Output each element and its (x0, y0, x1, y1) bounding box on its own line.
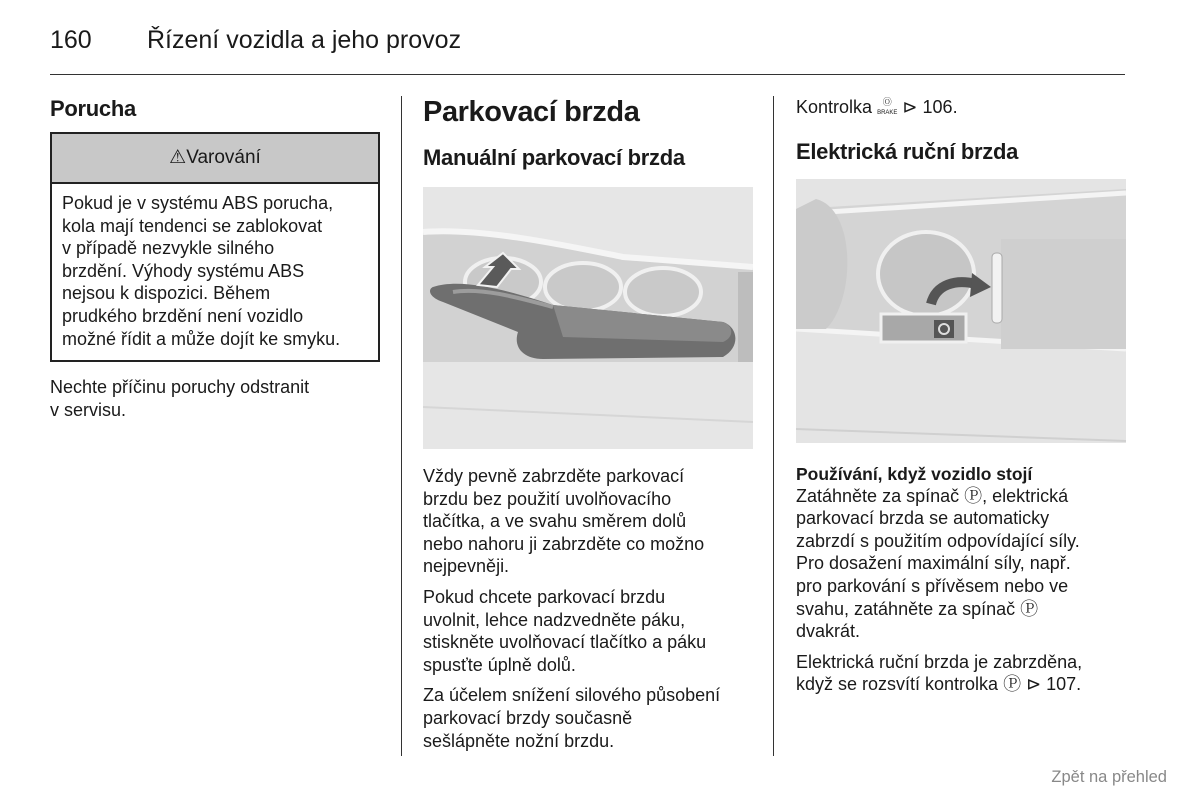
text-line: nejpevněji. (423, 556, 510, 577)
text-line: pro parkování s přívěsem nebo ve (796, 575, 1069, 596)
text-line: v případě nezvykle silného (62, 238, 275, 259)
paragraph (423, 586, 753, 676)
electric-brake-illustration (796, 179, 1126, 443)
column-malfunction (50, 96, 380, 421)
manual-brake-illustration (423, 187, 753, 449)
column-divider (401, 96, 402, 756)
chapter-title: Řízení vozidla a jeho provoz (147, 26, 462, 54)
text-line: dvakrát. (796, 621, 861, 642)
paragraph (796, 485, 1126, 643)
text-line: Pro dosažení maximální síly, např. (796, 553, 1071, 574)
text-line: nebo nahoru ji zabrzděte co možno (423, 533, 705, 554)
text-line: sešlápněte nožní brzdu. (423, 730, 615, 751)
text-line: parkovací brzda se automaticky (796, 508, 1050, 529)
text-line: možné řídit a může dojít ke smyku. (62, 328, 341, 349)
section-title: Porucha (50, 96, 136, 121)
brake-indicator-icon: Ⓞ BRAKE (877, 97, 898, 117)
text-line: brzdu bez použití uvolňovacího (423, 488, 672, 509)
warning-header (52, 134, 378, 184)
handbrake-drawing (423, 187, 753, 449)
paragraph (423, 684, 753, 752)
paragraph (423, 465, 753, 578)
text-line: zabrzdí s použitím odpovídající síly. (796, 530, 1080, 551)
text-line: v servisu. (50, 399, 127, 420)
text-line: svahu, zatáhněte za spínač Ⓟ (796, 598, 1039, 619)
text-line: parkovací brzdy současně (423, 707, 633, 728)
column-parking-brake (423, 96, 753, 752)
usage-heading: Používání, když vozidlo stojí (796, 463, 1033, 484)
text-line: uvolnit, lehce nadzvedněte páku, (423, 609, 686, 630)
page-ref-arrow-icon: ⊳ (902, 97, 918, 117)
column-divider (773, 96, 774, 756)
electric-brake-drawing (796, 179, 1126, 443)
sub-heading: Elektrická ruční brzda (796, 138, 1019, 164)
text-line: Zatáhněte za spínač Ⓟ, elektrická (796, 485, 1069, 506)
text-line: Pokud je v systému ABS porucha, (62, 193, 334, 213)
column-electric-brake (796, 96, 1126, 696)
text-line: prudkého brzdění není vozidlo (62, 305, 304, 326)
text-line: Elektrická ruční brzda je zabrzděna, (796, 651, 1083, 672)
text-line: tlačítka, a ve svahu směrem dolů (423, 511, 687, 532)
paragraph (796, 651, 1126, 696)
warning-triangle-icon: ⚠ (169, 147, 187, 168)
text-line: když se rozsvítí kontrolka Ⓟ ⊳ 107. (796, 674, 1082, 695)
indicator-label: Kontrolka (796, 97, 873, 117)
main-heading: Parkovací brzda (423, 96, 640, 128)
page-header (50, 22, 1125, 75)
text-line: Pokud chcete parkovací brzdu (423, 586, 666, 607)
page-number: 160 (50, 26, 92, 54)
page-ref-link[interactable]: 106. (922, 97, 958, 117)
text-line: Za účelem snížení silového působení (423, 685, 721, 706)
warning-title: Varování (186, 147, 261, 168)
sub-heading: Manuální parkovací brzda (423, 145, 685, 170)
text-line: stiskněte uvolňovací tlačítko a páku (423, 632, 707, 653)
text-line: brzdění. Výhody systému ABS (62, 260, 305, 281)
warning-box (50, 132, 380, 362)
text-line: spusťte úplně dolů. (423, 654, 576, 675)
text-line: nejsou k dispozici. Během (62, 283, 271, 304)
text-line: Vždy pevně zabrzděte parkovací (423, 466, 685, 486)
paragraph (50, 376, 380, 421)
text-line: Nechte příčinu poruchy odstranit (50, 377, 310, 398)
indicator-reference (796, 96, 1126, 119)
text-line: kola mají tendenci se zablokovat (62, 215, 323, 236)
back-to-overview-link[interactable]: Zpět na přehled (1051, 768, 1167, 786)
warning-text (52, 184, 378, 360)
